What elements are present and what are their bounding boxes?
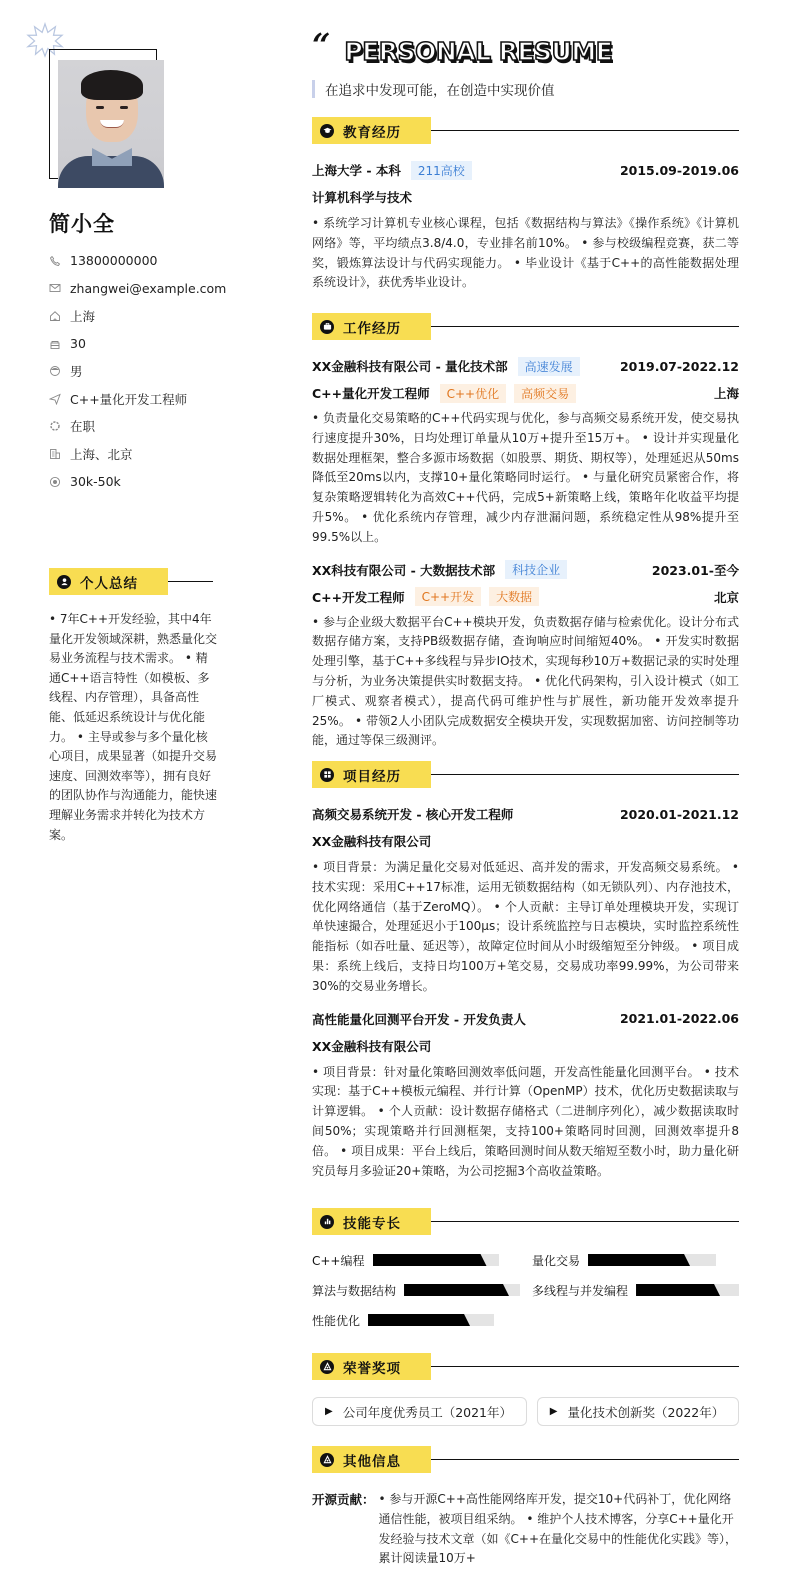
skill-bar-track bbox=[404, 1284, 520, 1296]
info-city bbox=[49, 440, 226, 468]
project-entry bbox=[312, 1009, 739, 1182]
award-label: 公司年度优秀员工（2021年） bbox=[342, 1404, 513, 1420]
info-position bbox=[49, 385, 226, 413]
skill-tag: C++开发 bbox=[415, 587, 482, 606]
other-item bbox=[312, 1490, 739, 1569]
info-status bbox=[49, 413, 226, 441]
summary-title-tag bbox=[49, 568, 168, 595]
position-icon bbox=[49, 393, 61, 405]
education-title: 教育经历 bbox=[343, 124, 401, 141]
award-label: 量化技术创新奖（2022年） bbox=[567, 1404, 725, 1420]
summary-title: 个人总结 bbox=[80, 575, 138, 592]
salary-value: 30k-50k bbox=[70, 474, 121, 490]
project-name: 高频交易系统开发 - 核心开发工程师 bbox=[312, 807, 514, 822]
work-entry bbox=[312, 356, 739, 548]
city-icon bbox=[49, 448, 61, 460]
skills-grid bbox=[312, 1250, 739, 1330]
other-section bbox=[312, 1446, 739, 1569]
triangle-right-icon: ▶ bbox=[549, 1406, 558, 1417]
city-value: 上海、北京 bbox=[70, 446, 133, 462]
other-title: 其他信息 bbox=[343, 1453, 401, 1470]
work-title-tag bbox=[312, 313, 431, 340]
skill-bar-fill bbox=[588, 1254, 690, 1266]
status-icon bbox=[49, 420, 61, 432]
school-tag: 211高校 bbox=[411, 161, 472, 180]
work-section bbox=[312, 313, 739, 751]
project-date: 2020.01-2021.12 bbox=[619, 806, 739, 822]
awards-title: 荣誉奖项 bbox=[343, 1360, 401, 1377]
school-name: 上海大学 - 本科 bbox=[312, 163, 401, 178]
skills-section-header bbox=[312, 1208, 739, 1235]
award-item bbox=[312, 1397, 527, 1426]
award-item bbox=[537, 1397, 739, 1426]
other-item-key: 开源贡献： bbox=[312, 1492, 375, 1507]
skill-bar-track bbox=[373, 1254, 499, 1266]
motto-bar bbox=[312, 80, 315, 98]
info-gender bbox=[49, 357, 226, 385]
work-date: 2019.07-2022.12 bbox=[619, 358, 739, 374]
candidate-name: 简小全 bbox=[49, 212, 115, 236]
skill-name: 多线程与并发编程 bbox=[532, 1283, 629, 1298]
section-divider bbox=[431, 774, 739, 776]
info-phone bbox=[49, 247, 226, 275]
skill-item bbox=[532, 1280, 739, 1300]
email-icon bbox=[49, 282, 61, 294]
work-date: 2023.01-至今 bbox=[651, 562, 739, 578]
info-email bbox=[49, 275, 226, 303]
user-icon bbox=[57, 575, 71, 589]
section-divider bbox=[431, 1459, 739, 1461]
work-description: • 参与企业级大数据平台C++模块开发，负责数据存储与检索优化。设计分布式数据存储方案，支持PB级数据存储，查询响应时间缩短40%。 • 开发实时数据处理引擎，基于C++多线程与异步IO技术，实现每秒10万+数据记录的实时处理与分析，为业务决策提供实时数据支持。 • 优化代码架构，引入设计模式（如工厂模式、观察者模式），提高代码可维护性与扩展性，新功能开发效率提升25%。 • 带领2人小团队完成数据安全模块开发，实现数据加密、访问控制等功能，通过等保三级测评。 bbox=[312, 614, 739, 748]
skill-name: 算法与数据结构 bbox=[312, 1283, 397, 1298]
project-description: • 项目背景：为满足量化交易对低延迟、高并发的需求，开发高频交易系统。 • 技术实现：采用C++17标准，运用无锁数据结构（如无锁队列）、内存池技术，优化网络通信（基于ZeroMQ）。 • 个人贡献：主导订单处理模块开发，实现订单快速撮合，处理延迟小于100μs；设计系统监控与日志模块，实时监控系统性能指标（如吞吐量、延迟等），故障定位时间从小时级缩短至分钟级。 • 项目成果：系统上线后，支持日均100万+笔交易，交易成功率99.99%，为公司带来30%的交易业务增长。 bbox=[312, 860, 739, 993]
info-icon bbox=[320, 1453, 334, 1467]
awards-list bbox=[312, 1397, 739, 1426]
projects-title: 项目经历 bbox=[343, 768, 401, 785]
projects-title-tag bbox=[312, 761, 431, 788]
skill-bar-track bbox=[588, 1254, 716, 1266]
skill-item bbox=[312, 1310, 532, 1330]
project-name: 高性能量化回测平台开发 - 开发负责人 bbox=[312, 1011, 526, 1027]
section-divider bbox=[431, 130, 739, 132]
resume-title-text: PERSONAL RESUME bbox=[344, 37, 613, 66]
skill-name: 量化交易 bbox=[532, 1253, 581, 1268]
education-section bbox=[312, 117, 739, 293]
grid-icon bbox=[320, 768, 334, 782]
other-title-tag bbox=[312, 1446, 431, 1473]
age-value: 30 bbox=[70, 336, 86, 352]
info-home bbox=[49, 302, 226, 330]
education-date: 2015.09-2019.06 bbox=[619, 162, 739, 178]
awards-section bbox=[312, 1353, 739, 1426]
skills-section bbox=[312, 1208, 739, 1330]
info-age bbox=[49, 330, 226, 358]
home-icon bbox=[49, 310, 61, 322]
skill-bar-fill bbox=[404, 1284, 509, 1296]
section-divider bbox=[431, 1221, 739, 1223]
project-company: XX金融科技有限公司 bbox=[312, 1038, 432, 1054]
projects-section-header bbox=[312, 761, 739, 788]
company-name: XX金融科技有限公司 - 量化技术部 bbox=[312, 359, 508, 374]
major: 计算机科学与技术 bbox=[312, 190, 413, 205]
work-city: 北京 bbox=[713, 589, 739, 605]
other-item-value: • 参与开源C++高性能网络库开发，提交10+代码补丁，优化网络通信性能，被项目组采纳。 • 维护个人技术博客，分享C++量化开发经验与技术文章（如《C++在量化交易中的性能优化实践》等），累计阅读量10万+ bbox=[378, 1492, 738, 1566]
motto-text: 在追求中发现可能，在创造中实现价值 bbox=[325, 83, 555, 99]
work-city: 上海 bbox=[713, 386, 739, 401]
awards-title-tag bbox=[312, 1353, 431, 1380]
company-tag: 高速发展 bbox=[518, 357, 580, 376]
summary-text: • 7年C++开发经验，其中4年量化开发领域深耕，熟悉量化交易业务流程与技术需求。 • 精通C++语言特性（如模板、多线程、内存管理），具备高性能、低延迟系统设计与优化能力。 • 主导或参与多个量化核心项目，成果显著（如提升交易速度、回测效率等），拥有良好的团队协作与沟通能力，能快速理解业务需求并转化为技术方案。 bbox=[49, 612, 218, 842]
skill-item bbox=[532, 1250, 739, 1270]
skill-tag: 高频交易 bbox=[514, 384, 576, 403]
phone-icon bbox=[49, 255, 61, 267]
education-description: • 系统学习计算机专业核心课程，包括《数据结构与算法》《操作系统》《计算机网络》等，平均绩点3.8/4.0，专业排名前10%。 • 参与校级编程竞赛，获二等奖，锻炼算法设计与代码实现能力。 • 毕业设计《基于C++的高性能数据处理系统设计》，获优秀毕业设计。 bbox=[312, 216, 739, 290]
resume-title bbox=[312, 26, 613, 72]
status-value: 在职 bbox=[70, 419, 96, 435]
work-description: • 负责量化交易策略的C++代码实现与优化，参与高频交易系统开发，使交易执行速度提升30%，日均处理订单量从10万+提升至15万+。 • 设计并实现量化数据处理框架，整合多源市场数据（如股票、期货、期权等），处理延迟从50ms降低至20ms以内，支撑10+量化策略同时运行。 • 与量化研究员紧密合作，将复杂策略逻辑转化为高效C++代码，完成5+新策略上线，策略年化收益平均提升5%。 • 优化系统内存管理，减少内存泄漏问题，系统稳定性从98%提升至99.5%以上。 bbox=[312, 411, 739, 544]
company-tag: 科技企业 bbox=[505, 560, 567, 579]
skill-tag: 大数据 bbox=[489, 587, 539, 606]
skill-name: 性能优化 bbox=[312, 1313, 361, 1328]
awards-section-header bbox=[312, 1353, 739, 1380]
summary-section-header bbox=[49, 568, 213, 595]
skill-bar-track bbox=[636, 1284, 739, 1296]
contact-info-list bbox=[49, 247, 226, 495]
motto bbox=[312, 79, 555, 99]
age-icon bbox=[49, 338, 61, 350]
skill-bar-track bbox=[368, 1314, 494, 1326]
email-value: zhangwei@example.com bbox=[70, 280, 227, 296]
position-value: C++量化开发工程师 bbox=[70, 391, 188, 407]
award-icon bbox=[320, 1360, 334, 1374]
info-salary bbox=[49, 468, 226, 496]
job-role: C++量化开发工程师 bbox=[312, 386, 430, 401]
skill-bar-fill bbox=[368, 1314, 470, 1326]
gender-icon bbox=[49, 365, 61, 377]
avatar-photo bbox=[58, 60, 164, 188]
graduation-cap-icon bbox=[320, 124, 334, 138]
phone-value: 13800000000 bbox=[70, 253, 158, 269]
project-description: • 项目背景：针对量化策略回测效率低问题，开发高性能量化回测平台。 • 技术实现：基于C++模板元编程、并行计算（OpenMP）技术，优化历史数据读取与计算逻辑。 • 个人贡献：设计数据存储格式（二进制序列化），减少数据读取时间50%；实现策略并行回测框架，支持100+策略同时回测，回测效率提升8倍。 • 项目成果：平台上线后，策略回测时间从数天缩短至数小时，助力量化研究员每月多验证20+策略，为公司挖掘3个高收益策略。 bbox=[312, 1064, 739, 1178]
work-section-header bbox=[312, 313, 739, 340]
skills-title-tag bbox=[312, 1208, 431, 1235]
work-title: 工作经历 bbox=[343, 320, 401, 337]
skill-tag: C++优化 bbox=[440, 384, 507, 403]
triangle-right-icon: ▶ bbox=[325, 1406, 333, 1417]
job-role: C++开发工程师 bbox=[312, 589, 405, 605]
company-name: XX科技有限公司 - 大数据技术部 bbox=[312, 562, 496, 578]
project-date: 2021.01-2022.06 bbox=[619, 1011, 739, 1027]
skill-bar-fill bbox=[636, 1284, 720, 1296]
salary-icon bbox=[49, 476, 61, 488]
section-divider bbox=[431, 326, 739, 328]
skill-name: C++编程 bbox=[312, 1253, 365, 1268]
skill-bar-fill bbox=[373, 1254, 487, 1266]
quote-mark-icon: “ bbox=[312, 26, 331, 64]
work-entry bbox=[312, 560, 739, 752]
education-section-header bbox=[312, 117, 739, 144]
briefcase-icon bbox=[320, 320, 334, 334]
home-value: 上海 bbox=[70, 308, 96, 324]
project-entry bbox=[312, 804, 739, 997]
section-divider bbox=[168, 581, 213, 583]
section-divider bbox=[431, 1366, 739, 1368]
skills-title: 技能专长 bbox=[343, 1215, 401, 1232]
skill-item bbox=[312, 1280, 532, 1300]
other-section-header bbox=[312, 1446, 739, 1473]
skill-item bbox=[312, 1250, 532, 1270]
bar-chart-icon bbox=[320, 1215, 334, 1229]
education-title-tag bbox=[312, 117, 431, 144]
education-entry bbox=[312, 160, 739, 293]
project-company: XX金融科技有限公司 bbox=[312, 834, 432, 849]
projects-section bbox=[312, 761, 739, 1181]
gender-value: 男 bbox=[70, 364, 83, 380]
